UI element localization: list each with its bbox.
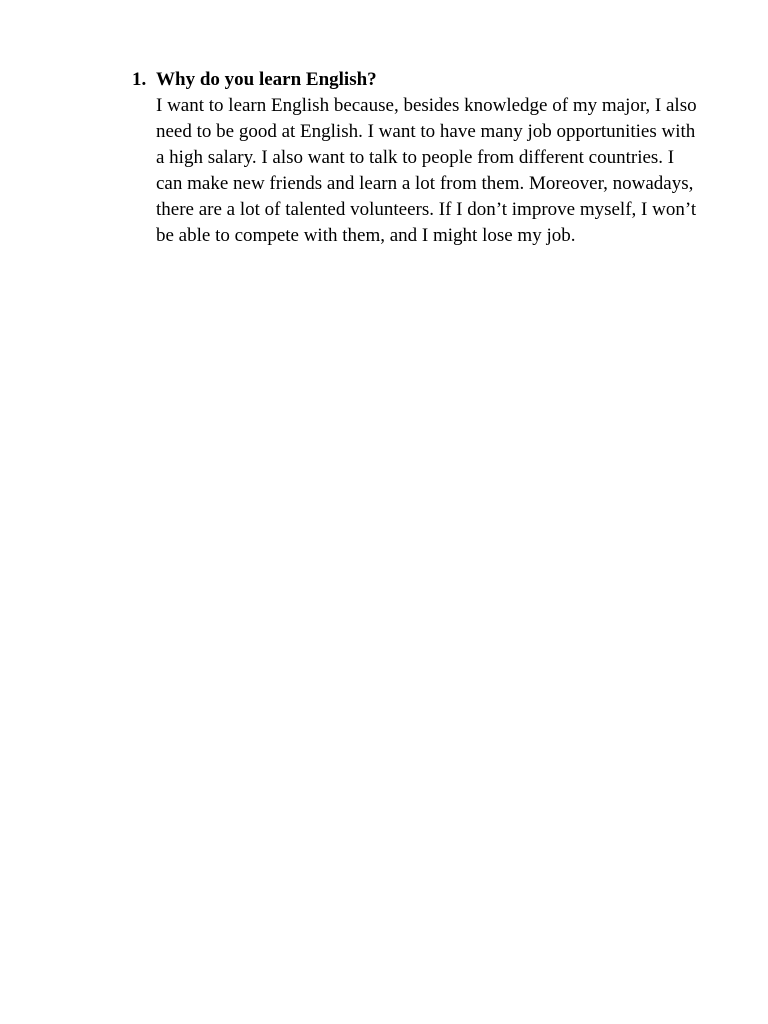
question-heading: Why do you learn English? [156, 69, 377, 90]
question-item [132, 67, 702, 249]
question-number: 1. [132, 69, 147, 90]
question-content [156, 67, 702, 249]
question-list [132, 67, 702, 249]
answer-paragraph: I want to learn English because, besides knowledge of my major, I also need to be good at English. I want to have many job opportunities with a high salary. I also want to talk to people from different countries. I can make new friends and learn a lot from them. Moreover, nowadays, there are a lot of talented volunteers. If I don’t improve myself, I won’t be able to compete with them, and I might lose my job. [156, 95, 697, 246]
